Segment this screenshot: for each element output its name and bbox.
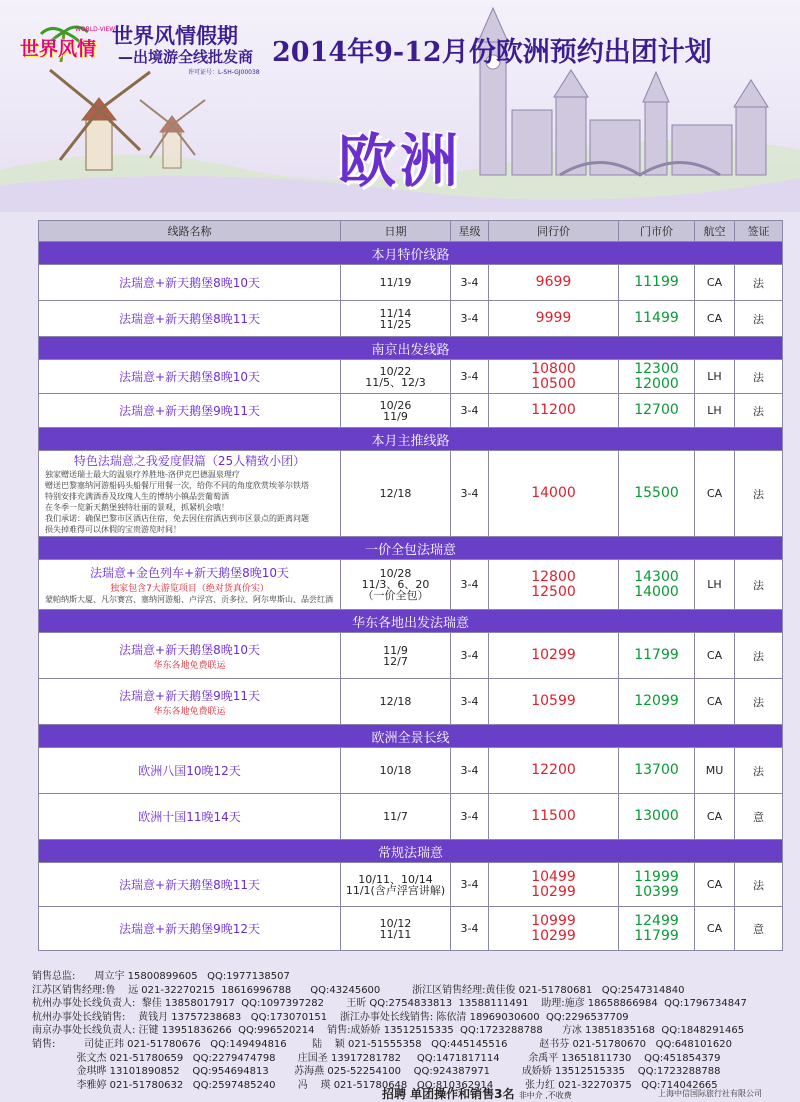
route-name[interactable]: 特色法瑞意之我爱度假篇（25人精致小团） bbox=[73, 454, 306, 468]
peer-price: 12800 bbox=[531, 568, 576, 585]
airline-code: LH bbox=[695, 560, 735, 610]
table-header-row bbox=[39, 221, 783, 242]
departure-date: 11/3、6、20 bbox=[361, 578, 430, 591]
airline-code: CA bbox=[695, 633, 735, 679]
route-name[interactable]: 法瑞意+新天鹅堡8晚10天 bbox=[119, 370, 260, 384]
contact-line: 金琪晔 13101890852 QQ:954694813 苏海燕 025-52254100 QQ:924387971 成娇娇 13512515335 QQ:1723288788 bbox=[32, 1066, 721, 1078]
peer-price: 9699 bbox=[535, 274, 572, 290]
route-name[interactable]: 欧洲十国11晚14天 bbox=[138, 810, 241, 824]
contact-line: 杭州办事处长线负责人: 黎佳 13858017917 QQ:1097397282 王昕 QQ:2754833813 13588111491 助理:施彦 18658866984 QQ:1796734847 bbox=[32, 998, 747, 1010]
star-rating: 3-4 bbox=[451, 560, 489, 610]
departure-date: 11/7 bbox=[383, 810, 408, 823]
departure-date: 10/26 bbox=[379, 398, 412, 412]
retail-price: 11199 bbox=[634, 274, 679, 290]
header-banner bbox=[0, 0, 800, 212]
departure-date: （一价全包） bbox=[362, 589, 429, 602]
airline-code: CA bbox=[695, 679, 735, 725]
visa-country: 法 bbox=[735, 748, 783, 794]
peer-price: 10299 bbox=[531, 883, 576, 900]
airline-code: CA bbox=[695, 265, 735, 301]
route-name[interactable]: 法瑞意+新天鹅堡9晚11天 bbox=[119, 688, 260, 703]
route-cell bbox=[39, 394, 341, 428]
route-detail: 赠送巴黎塞纳河游船码头船餐厅用餐一次，给你不同的角度欣赏埃菲尔铁塔 bbox=[45, 481, 309, 490]
route-detail: 损失掉难得可以休假的宝贵游览时间！ bbox=[45, 525, 181, 534]
peer-price-cell bbox=[489, 863, 619, 907]
retail-price-cell bbox=[619, 360, 695, 394]
departure-date: 11/9 bbox=[383, 643, 408, 657]
col-header-date: 日期 bbox=[341, 221, 451, 242]
table-row bbox=[39, 301, 783, 337]
retail-price: 15500 bbox=[634, 485, 679, 501]
peer-price: 12200 bbox=[531, 762, 576, 778]
region-title: 欧洲 bbox=[338, 127, 463, 195]
route-detail: 独家赠送瑞士最大的温泉疗养胜地-洛伊克巴德温泉理疗 bbox=[45, 470, 240, 479]
contact-line: 销售总监: 周立宇 15800899605 QQ:1977138507 bbox=[32, 971, 290, 982]
departure-date-cell bbox=[341, 394, 451, 428]
departure-date-cell bbox=[341, 451, 451, 537]
retail-price: 11499 bbox=[634, 310, 679, 326]
departure-date-cell bbox=[341, 265, 451, 301]
star-rating: 3-4 bbox=[451, 360, 489, 394]
departure-date-cell bbox=[341, 360, 451, 394]
airline-code: CA bbox=[695, 907, 735, 951]
route-cell bbox=[39, 360, 341, 394]
retail-price: 11799 bbox=[634, 647, 679, 663]
visa-country: 意 bbox=[735, 907, 783, 951]
star-rating: 3-4 bbox=[451, 794, 489, 840]
peer-price: 10299 bbox=[531, 927, 576, 944]
departure-date: 11/5、12/3 bbox=[365, 375, 426, 389]
retail-price-cell bbox=[619, 265, 695, 301]
peer-price-cell bbox=[489, 679, 619, 725]
peer-price: 11500 bbox=[531, 808, 576, 824]
section-title: 南京出发线路 bbox=[39, 337, 783, 360]
visa-country: 法 bbox=[735, 863, 783, 907]
route-name[interactable]: 法瑞意+新天鹅堡9晚11天 bbox=[119, 404, 260, 418]
route-cell bbox=[39, 633, 341, 679]
airline-code: LH bbox=[695, 394, 735, 428]
route-name[interactable]: 法瑞意+新天鹅堡8晚10天 bbox=[119, 276, 260, 290]
peer-price: 14000 bbox=[531, 485, 576, 501]
col-header-retail-price: 门市价 bbox=[619, 221, 695, 242]
star-rating: 3-4 bbox=[451, 679, 489, 725]
retail-price: 13700 bbox=[634, 762, 679, 778]
retail-price-cell bbox=[619, 794, 695, 840]
retail-price: 12700 bbox=[634, 402, 679, 418]
contact-line: 江苏区销售经理:鲁 远 021-32270215 18616996788 QQ:43245600 浙江区销售经理:黄佳俊 021-51780681 QQ:2547314840 bbox=[32, 984, 685, 996]
star-rating: 3-4 bbox=[451, 907, 489, 951]
route-cell bbox=[39, 907, 341, 951]
route-detail: 特别安排充满酒香及玫瑰人生的博纳小镇品尝葡萄酒 bbox=[45, 492, 229, 501]
peer-price: 11200 bbox=[531, 402, 576, 418]
departure-date: 11/25 bbox=[379, 317, 412, 331]
tour-schedule-table-wrapper bbox=[38, 220, 782, 951]
route-cell bbox=[39, 679, 341, 725]
logo-text: 世界风情 bbox=[20, 38, 97, 60]
route-name[interactable]: 法瑞意+金色列车+新天鹅堡8晚10天 bbox=[89, 566, 289, 580]
peer-price-cell bbox=[489, 560, 619, 610]
route-name[interactable]: 法瑞意+新天鹅堡8晚11天 bbox=[119, 878, 260, 892]
departure-date: 10/11、10/14 bbox=[358, 872, 433, 886]
visa-country: 法 bbox=[735, 301, 783, 337]
route-highlight: 华东各地免费联运 bbox=[153, 706, 226, 717]
section-header-row bbox=[39, 428, 783, 451]
section-title: 一价全包法瑞意 bbox=[39, 537, 783, 560]
route-detail: 我们承诺：确保巴黎市区酒店住宿，免去因住宿酒店到市区景点的距离问题 bbox=[45, 514, 309, 523]
departure-date: 11/9 bbox=[383, 409, 408, 423]
retail-price: 12499 bbox=[634, 912, 679, 929]
logo-subtext: WORLD-VIEW bbox=[75, 26, 116, 33]
table-row bbox=[39, 633, 783, 679]
recruitment-notice bbox=[382, 1085, 572, 1102]
airline-code: CA bbox=[695, 451, 735, 537]
route-cell bbox=[39, 451, 341, 537]
company-name: 上海中信国际旅行社有限公司 bbox=[658, 1089, 762, 1098]
visa-country: 法 bbox=[735, 451, 783, 537]
retail-price: 11799 bbox=[634, 927, 679, 944]
airline-code: CA bbox=[695, 863, 735, 907]
airline-code: MU bbox=[695, 748, 735, 794]
star-rating: 3-4 bbox=[451, 633, 489, 679]
departure-date: 10/28 bbox=[379, 567, 412, 580]
retail-price: 12099 bbox=[634, 693, 679, 709]
peer-price: 10999 bbox=[531, 912, 576, 929]
departure-date: 10/12 bbox=[379, 916, 412, 930]
section-header-row bbox=[39, 610, 783, 633]
star-rating: 3-4 bbox=[451, 394, 489, 428]
section-title: 本月主推线路 bbox=[39, 428, 783, 451]
section-header-row bbox=[39, 725, 783, 748]
route-detail: 蒙帕纳斯大厦、凡尔赛宫、塞纳河游船、卢浮宫、贡多拉、阿尔卑斯山、品尝红酒 bbox=[45, 595, 333, 604]
airline-code: CA bbox=[695, 794, 735, 840]
peer-price: 9999 bbox=[535, 310, 572, 326]
retail-price-cell bbox=[619, 633, 695, 679]
retail-price-cell bbox=[619, 394, 695, 428]
departure-date-cell bbox=[341, 633, 451, 679]
departure-date: 12/7 bbox=[383, 654, 408, 668]
peer-price: 10800 bbox=[531, 360, 576, 377]
departure-date: 11/11 bbox=[379, 927, 412, 941]
route-cell bbox=[39, 863, 341, 907]
star-rating: 3-4 bbox=[451, 265, 489, 301]
departure-date-cell bbox=[341, 794, 451, 840]
visa-country: 意 bbox=[735, 794, 783, 840]
peer-price-cell bbox=[489, 360, 619, 394]
departure-date: 10/22 bbox=[379, 364, 412, 378]
section-title: 本月特价线路 bbox=[39, 242, 783, 265]
departure-date: 11/19 bbox=[379, 276, 412, 289]
route-name[interactable]: 法瑞意+新天鹅堡8晚11天 bbox=[119, 312, 260, 326]
retail-price: 10399 bbox=[634, 883, 679, 900]
section-title: 华东各地出发法瑞意 bbox=[39, 610, 783, 633]
departure-date: 11/1(含卢浮宫讲解) bbox=[345, 883, 446, 897]
table-row bbox=[39, 679, 783, 725]
route-name[interactable]: 欧洲八国10晚12天 bbox=[138, 764, 241, 778]
route-cell bbox=[39, 794, 341, 840]
table-row bbox=[39, 794, 783, 840]
section-header-row bbox=[39, 840, 783, 863]
retail-price-cell bbox=[619, 451, 695, 537]
departure-date: 10/18 bbox=[379, 764, 412, 777]
departure-date-cell bbox=[341, 863, 451, 907]
retail-price-cell bbox=[619, 301, 695, 337]
route-detail: 在冬季一览新天鹅堡独特壮丽的景观，抓紧机会哦！ bbox=[45, 503, 229, 512]
retail-price-cell bbox=[619, 748, 695, 794]
license-number: 许可证号：L-SH-GJ00038 bbox=[188, 69, 260, 76]
peer-price: 10499 bbox=[531, 868, 576, 885]
recruit-text: 招聘 单团操作和销售3名 bbox=[382, 1087, 515, 1101]
retail-price: 11999 bbox=[634, 868, 679, 885]
retail-price-cell bbox=[619, 863, 695, 907]
departure-date-cell bbox=[341, 560, 451, 610]
section-title: 常规法瑞意 bbox=[39, 840, 783, 863]
peer-price: 10500 bbox=[531, 375, 576, 392]
peer-price-cell bbox=[489, 451, 619, 537]
table-row bbox=[39, 360, 783, 394]
section-header-row bbox=[39, 242, 783, 265]
brand-name: 世界风情假期 bbox=[112, 24, 238, 48]
route-name[interactable]: 法瑞意+新天鹅堡8晚10天 bbox=[119, 642, 260, 657]
visa-country: 法 bbox=[735, 679, 783, 725]
retail-price: 14300 bbox=[634, 568, 679, 585]
retail-price: 14000 bbox=[634, 583, 679, 600]
col-header-peer-price: 同行价 bbox=[489, 221, 619, 242]
brand-tagline: —出境游全线批发商 bbox=[118, 48, 254, 66]
retail-price-cell bbox=[619, 679, 695, 725]
peer-price: 10299 bbox=[531, 647, 576, 663]
departure-date-cell bbox=[341, 748, 451, 794]
route-highlight: 独家包含7大游览项目（绝对货真价实） bbox=[110, 584, 269, 594]
star-rating: 3-4 bbox=[451, 863, 489, 907]
visa-country: 法 bbox=[735, 360, 783, 394]
star-rating: 3-4 bbox=[451, 301, 489, 337]
airline-code: LH bbox=[695, 360, 735, 394]
section-header-row bbox=[39, 537, 783, 560]
col-header-visa: 签证 bbox=[735, 221, 783, 242]
retail-price: 13000 bbox=[634, 808, 679, 824]
retail-price-cell bbox=[619, 560, 695, 610]
peer-price-cell bbox=[489, 794, 619, 840]
peer-price: 10599 bbox=[531, 693, 576, 709]
peer-price-cell bbox=[489, 394, 619, 428]
departure-date: 12/18 bbox=[379, 695, 412, 708]
departure-date: 12/18 bbox=[379, 487, 412, 500]
table-row bbox=[39, 907, 783, 951]
peer-price-cell bbox=[489, 633, 619, 679]
table-row bbox=[39, 863, 783, 907]
star-rating: 3-4 bbox=[451, 748, 489, 794]
col-header-route: 线路名称 bbox=[39, 221, 341, 242]
table-row bbox=[39, 748, 783, 794]
departure-date: 11/14 bbox=[379, 306, 412, 320]
visa-country: 法 bbox=[735, 394, 783, 428]
table-row bbox=[39, 265, 783, 301]
departure-date-cell bbox=[341, 301, 451, 337]
route-name[interactable]: 法瑞意+新天鹅堡9晚12天 bbox=[119, 922, 260, 936]
contact-line: 杭州办事处长线销售: 黄钱月 13757238683 QQ:173070151 浙江办事处长线销售: 陈依清 18969030600 QQ:2296537709 bbox=[32, 1011, 629, 1023]
airline-code: CA bbox=[695, 301, 735, 337]
visa-country: 法 bbox=[735, 265, 783, 301]
visa-country: 法 bbox=[735, 633, 783, 679]
section-title: 欧洲全景长线 bbox=[39, 725, 783, 748]
peer-price-cell bbox=[489, 907, 619, 951]
table-row bbox=[39, 560, 783, 610]
section-header-row bbox=[39, 337, 783, 360]
route-highlight: 华东各地免费联运 bbox=[153, 660, 226, 671]
contact-line: 李雅婷 021-51780632 QQ:2597485240 冯 瑛 021-51780648 QQ:810362914 张力红 021-32270375 QQ:714042665 bbox=[32, 1079, 718, 1091]
star-rating: 3-4 bbox=[451, 451, 489, 537]
peer-price-cell bbox=[489, 301, 619, 337]
peer-price: 12500 bbox=[531, 583, 576, 600]
recruit-note: 非中介 ,不收费 bbox=[518, 1091, 572, 1100]
route-cell bbox=[39, 748, 341, 794]
table-row bbox=[39, 451, 783, 537]
departure-date-cell bbox=[341, 679, 451, 725]
visa-country: 法 bbox=[735, 560, 783, 610]
retail-price-cell bbox=[619, 907, 695, 951]
departure-date-cell bbox=[341, 907, 451, 951]
route-cell bbox=[39, 265, 341, 301]
sales-contacts bbox=[32, 970, 792, 1092]
retail-price: 12300 bbox=[634, 360, 679, 377]
retail-price: 12000 bbox=[634, 375, 679, 392]
route-cell bbox=[39, 560, 341, 610]
page-headline: 2014年9-12月份欧洲预约出团计划 bbox=[272, 37, 712, 68]
contact-line: 销售: 司徒正玮 021-51780676 QQ:149494816 陆 颖 021-51555358 QQ:445145516 赵书芬 021-51780670 QQ:648101620 bbox=[32, 1038, 732, 1050]
peer-price-cell bbox=[489, 748, 619, 794]
peer-price-cell bbox=[489, 265, 619, 301]
col-header-airline: 航空 bbox=[695, 221, 735, 242]
route-cell bbox=[39, 301, 341, 337]
col-header-star: 星级 bbox=[451, 221, 489, 242]
contact-line: 张文杰 021-51780659 QQ:2279474798 庄国圣 13917281782 QQ:1471817114 余禹平 13651811730 QQ:451854379 bbox=[32, 1052, 721, 1064]
tour-schedule-table bbox=[38, 220, 783, 951]
contact-line: 南京办事处长线负责人: 汪键 13951836266 QQ:996520214 销售:成娇娇 13512515335 QQ:1723288788 方冰 13851835168 QQ:1848291465 bbox=[32, 1025, 745, 1037]
table-row bbox=[39, 394, 783, 428]
